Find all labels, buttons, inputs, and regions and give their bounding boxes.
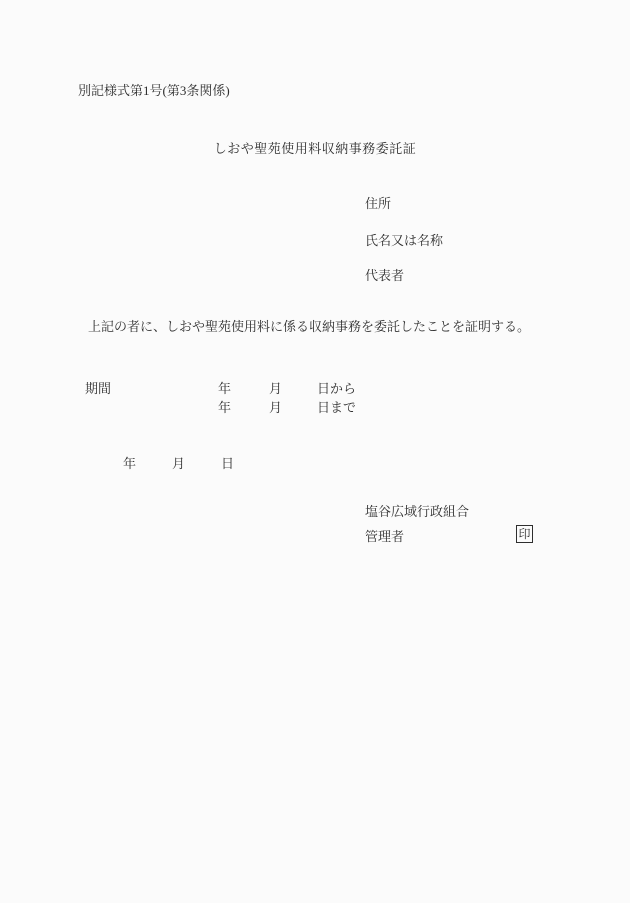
period-to-year-label: 年 [218, 400, 232, 415]
issuer-organization: 塩谷広域行政組合 [365, 504, 470, 519]
date-year-label: 年 [123, 456, 137, 471]
period-to-day-label: 日まで [317, 400, 357, 415]
seal-placeholder: 印 [516, 525, 533, 543]
body-text: 上記の者に、しおや聖苑使用料に係る収納事務を委託したことを証明する。 [88, 319, 531, 334]
document-title: しおや聖苑使用料収納事務委託証 [213, 141, 417, 156]
date-day-label: 日 [221, 456, 235, 471]
issuer-title: 管理者 [365, 529, 405, 544]
period-to-month-label: 月 [269, 400, 283, 415]
period-from-month-label: 月 [269, 381, 283, 396]
name-label: 氏名又は名称 [365, 233, 444, 248]
period-from-year-label: 年 [218, 381, 232, 396]
date-month-label: 月 [172, 456, 186, 471]
period-label: 期間 [85, 381, 112, 396]
representative-label: 代表者 [365, 268, 405, 283]
form-number: 別記様式第1号(第3条関係) [78, 83, 230, 98]
address-label: 住所 [365, 196, 392, 211]
period-from-day-label: 日から [317, 381, 357, 396]
